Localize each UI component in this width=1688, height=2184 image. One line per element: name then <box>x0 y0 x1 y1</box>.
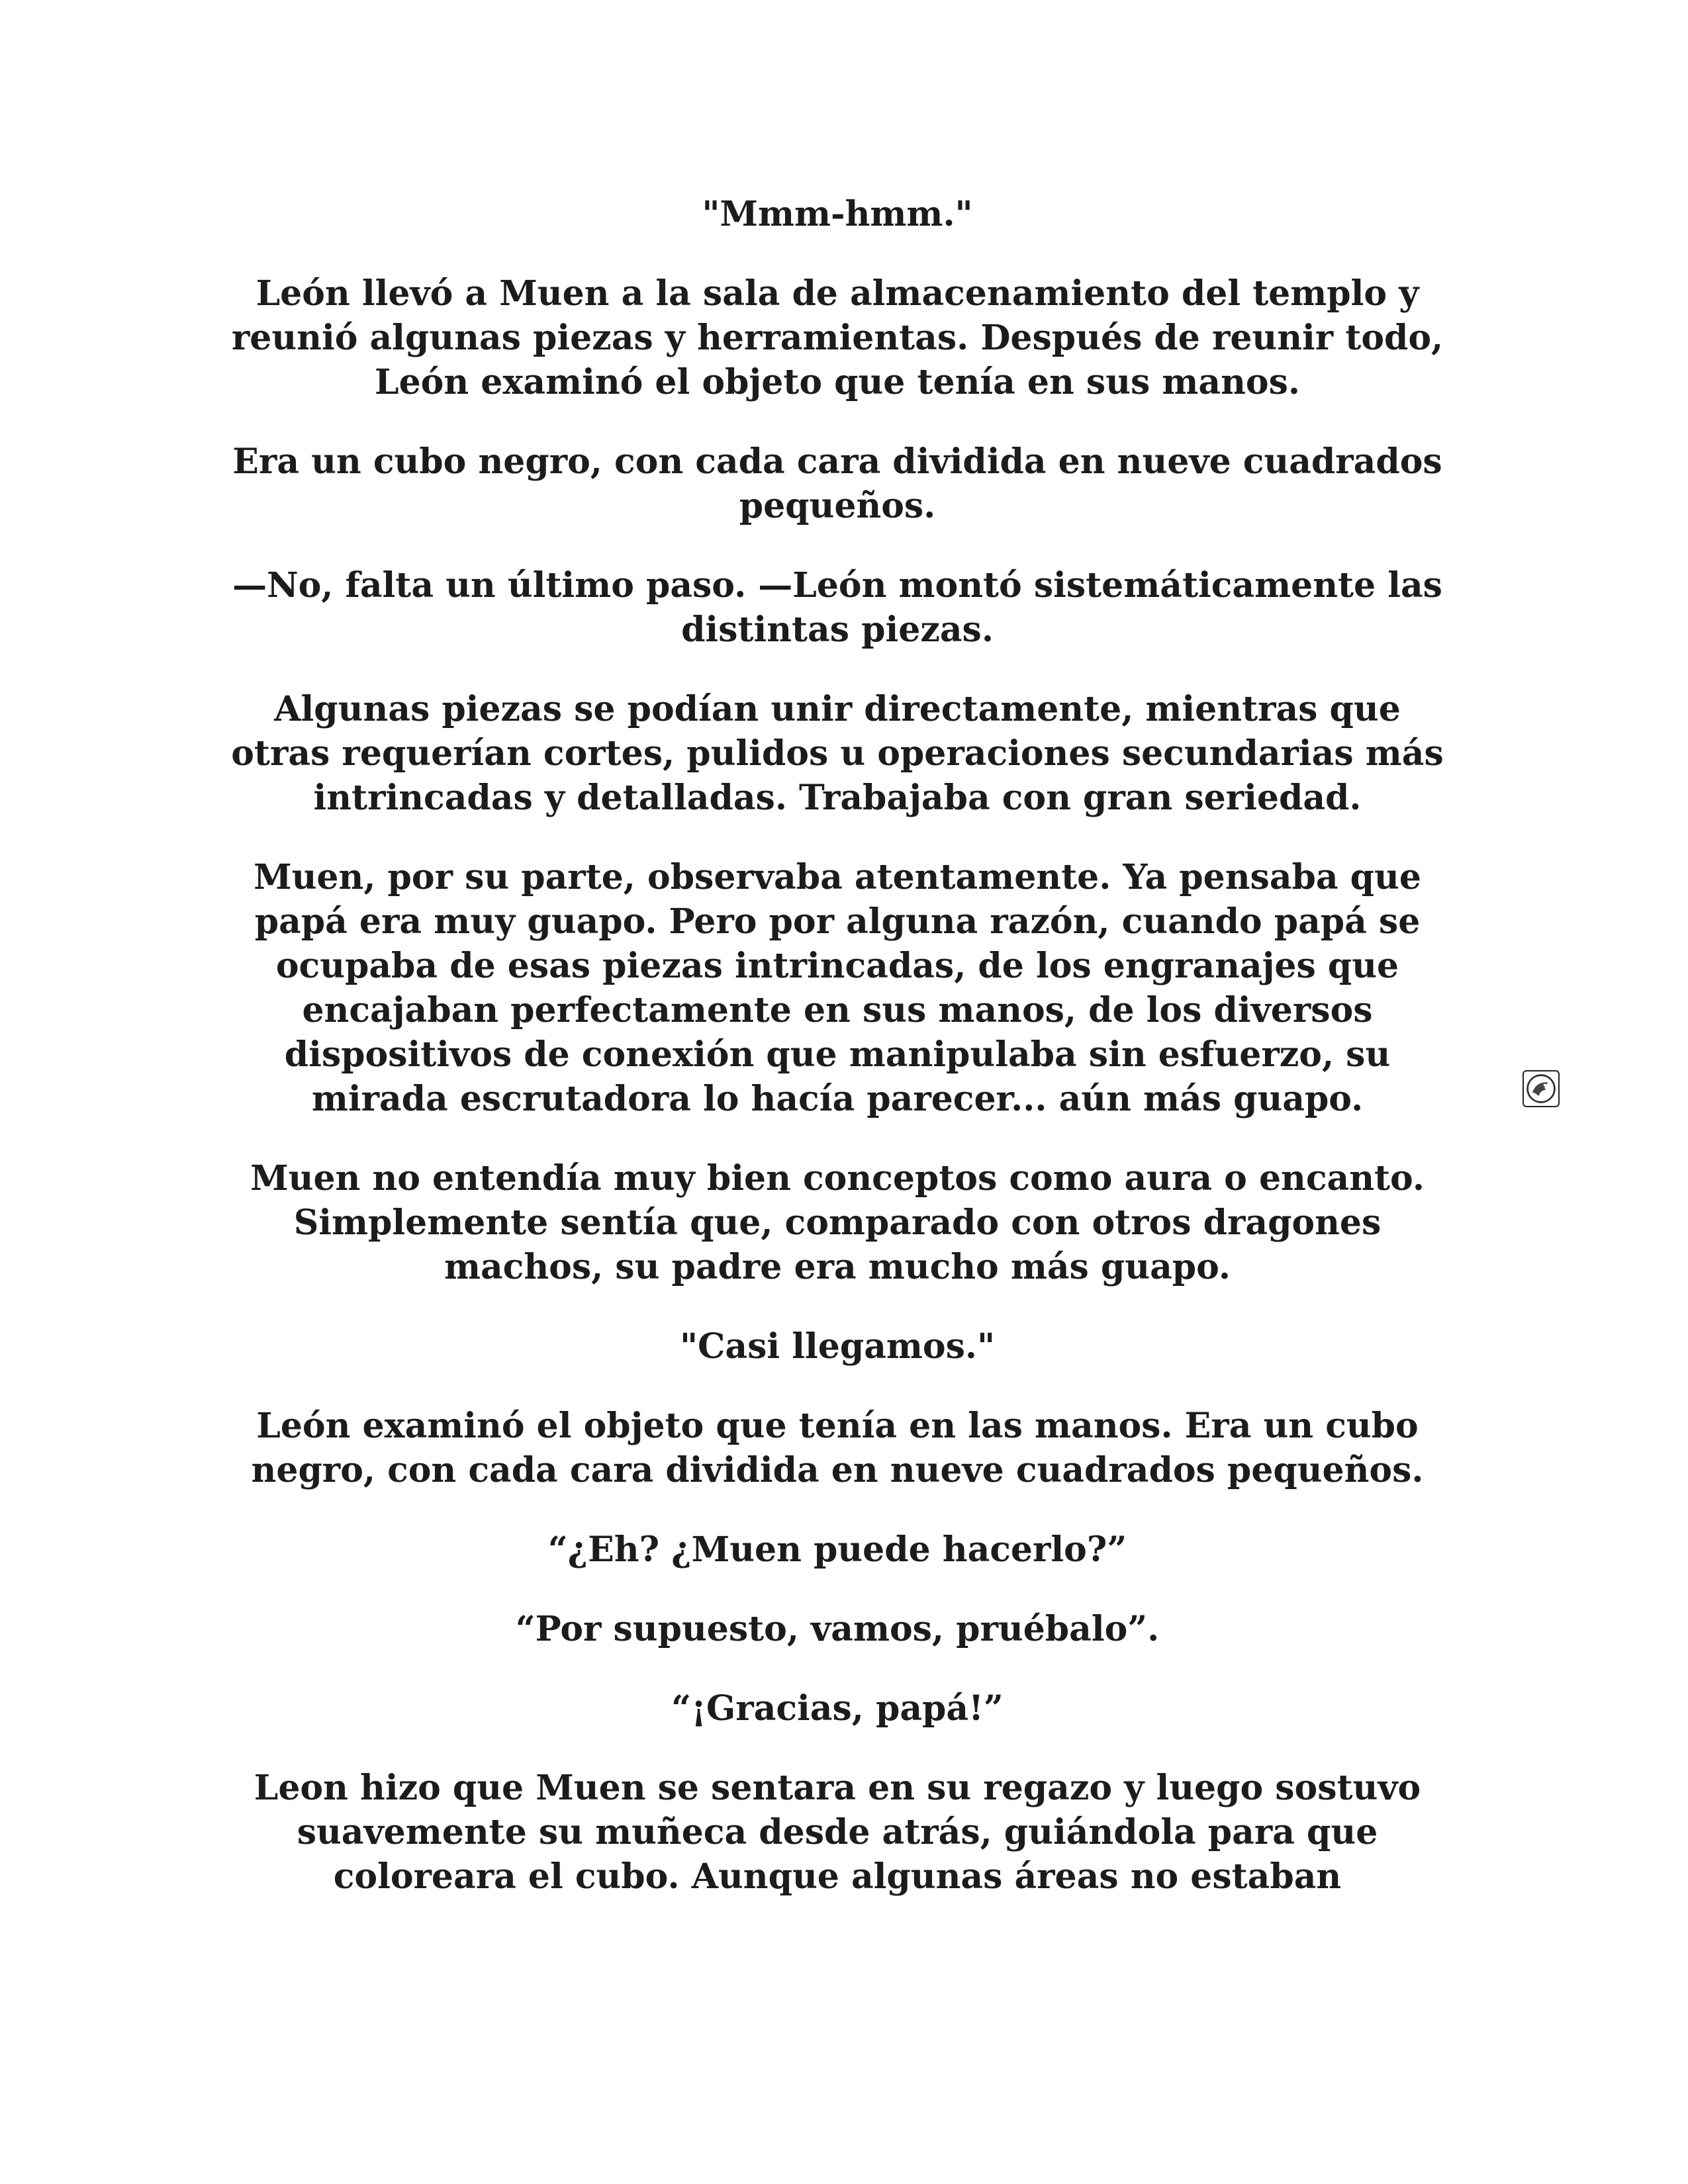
paragraph-1: "Mmm-hmm." <box>702 194 973 234</box>
paragraph-9: León examinó el objeto que tenía en las manos. Era un cubo negro, con cada cara dividida en nueve cuadrados pequeños. <box>251 1406 1424 1490</box>
paragraph-2: León llevó a Muen a la sala de almacenamiento del templo y reunió algunas piezas y herramientas. Después de reunir todo, León examinó el objeto que tenía en sus manos. <box>231 273 1444 402</box>
paragraph-7: Muen no entendía muy bien conceptos como aura o encanto. Simplemente sentía que, comparado con otros dragones machos, su padre era mucho más guapo. <box>250 1158 1425 1287</box>
paragraph-13: Leon hizo que Muen se sentara en su regazo y luego sostuvo suavemente su muñeca desde atrás, guiándola para que coloreara el cubo. Aunque algunas áreas no estaban <box>254 1768 1421 1897</box>
dragon-logo-icon <box>1523 1070 1560 1107</box>
paragraph-5: Algunas piezas se podían unir directamente, mientras que otras requerían cortes, pulidos u operaciones secundarias más intrincadas y detalladas. Trabajaba con gran seriedad. <box>231 689 1444 818</box>
paragraph-8: "Casi llegamos." <box>679 1326 996 1367</box>
document-body <box>225 192 1450 1934</box>
paragraph-3: Era un cubo negro, con cada cara dividida en nueve cuadrados pequeños. <box>232 441 1442 526</box>
paragraph-10: “¿Eh? ¿Muen puede hacerlo?” <box>547 1529 1127 1570</box>
paragraph-4: —No, falta un último paso. —León montó sistemáticamente las distintas piezas. <box>232 565 1442 650</box>
paragraph-11: “Por supuesto, vamos, pruébalo”. <box>515 1609 1160 1649</box>
paragraph-6: Muen, por su parte, observaba atentamente. Ya pensaba que papá era muy guapo. Pero por alguna razón, cuando papá se ocupaba de esas piezas intrincadas, de los engranajes que encajaban perfectamente en sus manos, de los diversos dispositivos de conexión que manipulaba sin esfuerzo, su mirada escrutadora lo hacía parecer... aún más guapo. <box>254 857 1421 1119</box>
paragraph-12: “¡Gracias, papá!” <box>671 1688 1004 1729</box>
